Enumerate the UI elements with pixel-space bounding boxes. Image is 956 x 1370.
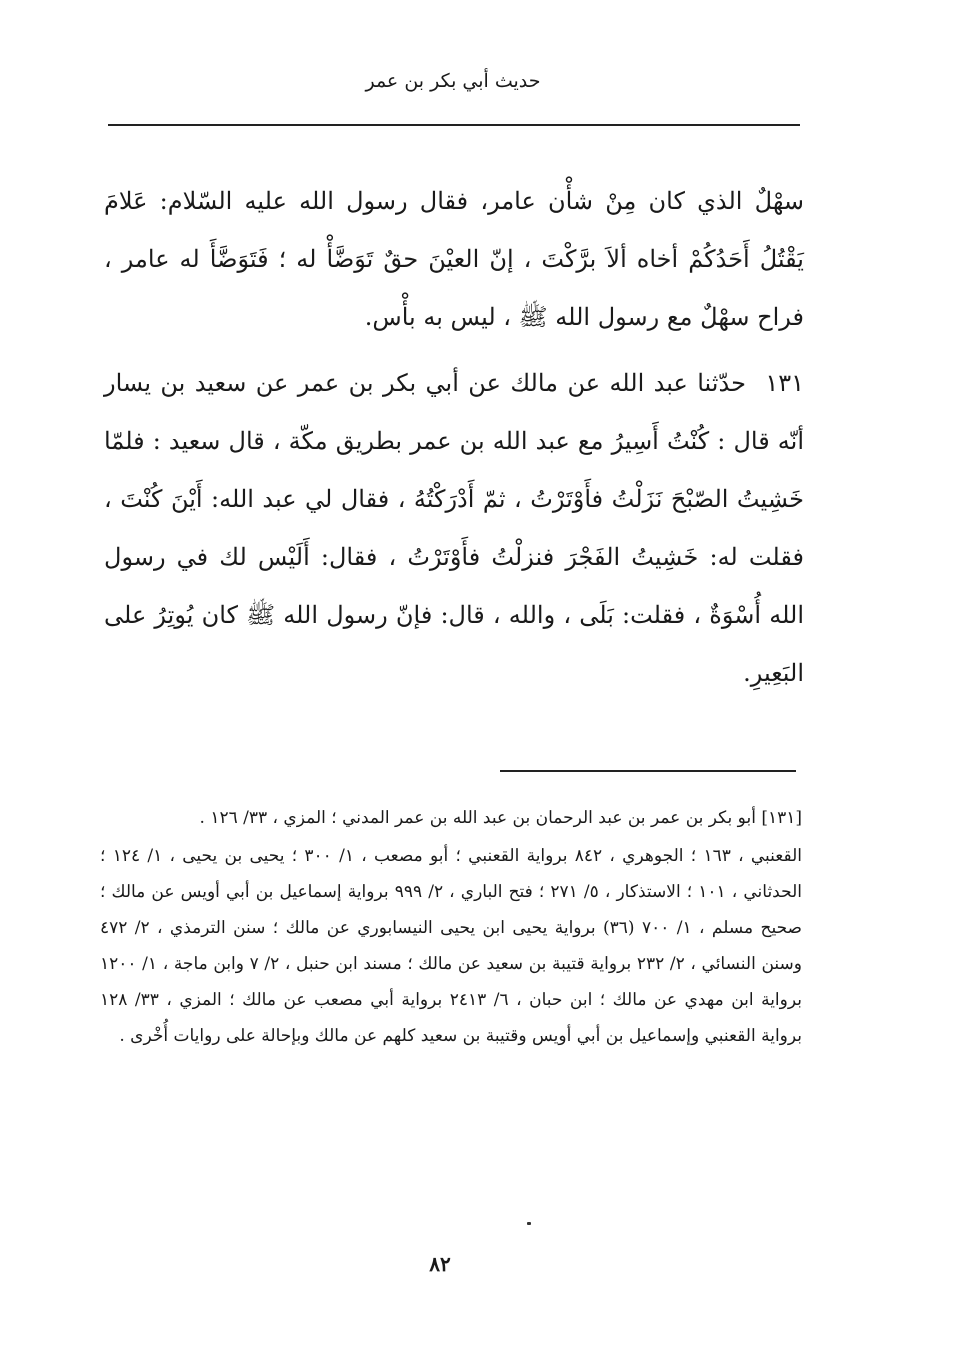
main-text — [104, 172, 804, 702]
footnotes — [100, 800, 802, 1054]
hadith-text: حدّثنا عبد الله عن مالك عن أبي بكر بن عمر عن سعيد بن يسار أنّه قال : كُنْتُ أَسِيرُ مع عبد الله بن عمر بطريق مكّة ، قال سعيد : فلمّا خَشِيتُ الصّبْحَ نَزَلْتُ فأَوْتَرْتُ ، ثمّ أَدْرَكْتُهُ ، فقال لي عبد الله: أَيْنَ كُنْتَ ، فقلت له: خَشِيتُ الفَجْرَ فنزلْتُ فأَوْتَرْتُ ، فقال: أَلَيْس لك في رسول الله أُسْوَةٌ ، فقلت: بَلَى ، والله ، قال: فإنّ رسول الله ﷺ كان يُوتِرُ على البَعِيرِ. — [104, 369, 804, 687]
footnote-sources: القعنبي ، ١٦٣ ؛ الجوهري ، ٨٤٢ برواية القعنبي ؛ أبو مصعب ، ١/ ٣٠٠ ؛ يحيى بن يحيى ، ١/ ١٢٤ ؛ الحدثاني ، ١٠١ ؛ الاستذكار ، ٥/ ٢٧١ ؛ فتح الباري ، ٢/ ٩٩٩ برواية إسماعيل بن أبي أويس عن مالك ؛ صحيح مسلم ، ١/ ٧٠٠ (٣٦) برواية يحيى ابن يحيى النيسابوري عن مالك ؛ سنن الترمذي ، ٢/ ٤٧٢ وسنن النسائي ، ٢/ ٢٣٢ برواية قتيبة بن سعيد عن مالك ؛ مسند ابن حنبل ، ٢/ ٧ وابن ماجة ، ١/ ١٢٠٠ برواية ابن مهدي عن مالك ؛ ابن حبان ، ٦/ ٢٤١٣ برواية أبي مصعب عن مالك ؛ المزي ، ٣٣/ ١٢٨ برواية القعنبي وإسماعيل بن أبي أويس وقتيبة بن سعيد كلهم عن مالك وبإحالة على روايات أُخْرى . — [100, 846, 802, 1046]
footnote-rule — [500, 770, 796, 772]
body-paragraph-1: سهْلٌ الذي كان مِنْ شأْن عامر، فقال رسول الله عليه السّلام: عَلامَ يَقْتُلُ أَحَدُكُمْ أخاه ألاَ برَّكْتَ ، إنّ العيْنَ حقٌ تَوَضَّأْ له ؛ فَتَوَضَّأَ له عامر ، فراح سهْلٌ مع رسول الله ﷺ ، ليس به بأْس. — [104, 187, 804, 331]
hadith-number: ١٣١ — [765, 369, 804, 397]
page-number: ٨٢ — [429, 1252, 451, 1276]
header-rule — [108, 124, 800, 126]
body-paragraph-2 — [104, 354, 804, 702]
print-speck — [527, 1222, 531, 1225]
running-header: حديث أبي بكر بن عمر — [365, 70, 541, 92]
footnote-reference: [١٣١] أبو بكر بن عمر بن عبد الرحمان بن عبد الله بن عمر المدني ؛ المزي ، ٣٣/ ١٢٦ . — [199, 808, 802, 828]
